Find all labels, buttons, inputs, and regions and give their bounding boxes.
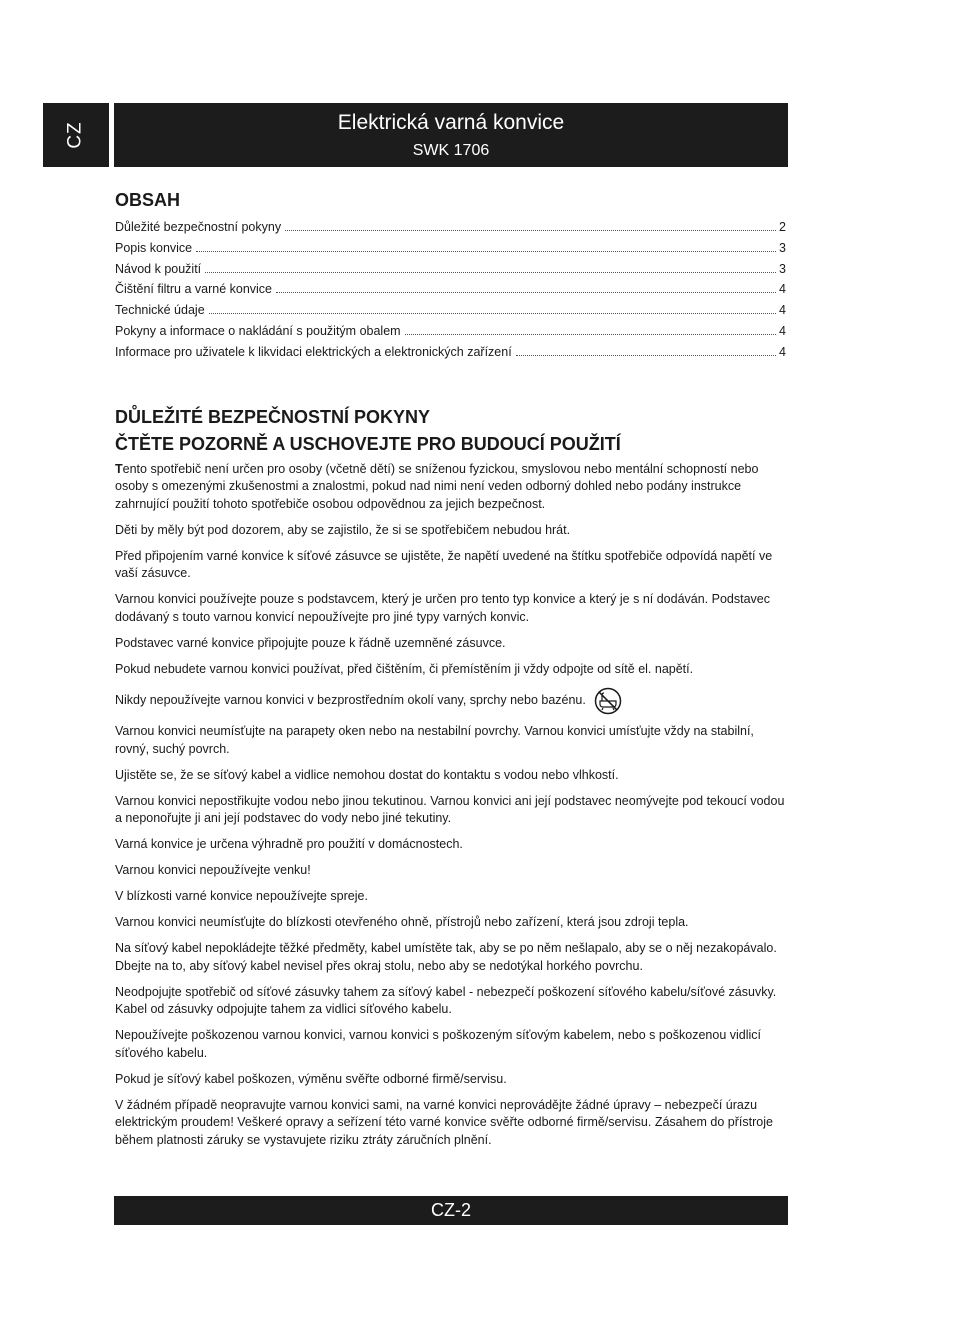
bath-warning-paragraph [115, 687, 786, 715]
header-bar [114, 103, 788, 167]
safety-paragraph: V žádném případě neopravujte varnou konvici sami, na varné konvici neprovádějte žádné úpravy – nebezpečí úrazu elektrickým proudem! Veškeré opravy a seřízení této varné konvice svěřte odborné firmě/servisu. Zásahem do přístroje během platnosti záruky se vystavujete riziku ztráty záručních plnění. [115, 1097, 773, 1147]
intro-initial: T [115, 461, 123, 476]
toc-heading: OBSAH [115, 190, 181, 210]
toc-item-page: 3 [779, 261, 786, 276]
toc-item-label: Technické údaje [115, 303, 205, 318]
safety-paragraph: Varnou konvici neumísťujte do blízkosti otevřeného ohně, přístrojů nebo zařízení, která jsou zdroji tepla. [115, 915, 689, 930]
toc-dot-leader [516, 354, 776, 356]
safety-paragraph: Varnou konvici neumísťujte na parapety oken nebo na nestabilní povrchy. Varnou konvici umísťujte vždy na stabilní, rovný, suchý povrch. [115, 724, 754, 756]
safety-paragraph: Podstavec varné konvice připojujte pouze k řádně uzemněné zásuvce. [115, 635, 506, 650]
bath-warning-text: Nikdy nepoužívejte varnou konvici v bezprostředním okolí vany, sprchy nebo bazénu. [115, 692, 586, 707]
toc-item-label: Čištění filtru a varné konvice [115, 282, 273, 297]
toc-item-label: Popis konvice [115, 240, 193, 255]
safety-paragraph: Varnou konvici používejte pouze s podstavcem, který je určen pro tento typ konvice a který je s ní dodáván. Podstavec dodávaný s touto varnou konvicí nepoužívejte pro jiné typy varných konvic. [115, 592, 770, 624]
safety-paragraph: Pokud je síťový kabel poškozen, výměnu svěřte odborné firmě/servisu. [115, 1071, 507, 1086]
no-bathtub-icon [594, 687, 622, 715]
toc-item-label: Návod k použití [115, 261, 202, 276]
language-code: CZ [64, 121, 86, 149]
toc-dot-leader [276, 291, 776, 293]
safety-paragraph: Varná konvice je určena výhradně pro použití v domácnostech. [115, 837, 463, 852]
footer-bar [114, 1196, 788, 1225]
safety-heading: DŮLEŽITÉ BEZPEČNOSTNÍ POKYNY [115, 406, 431, 427]
toc-item-label: Pokyny a informace o nakládání s použitým obalem [115, 323, 401, 338]
safety-paragraph: Pokud nebudete varnou konvici používat, před čištěním, či přemístěním ji vždy odpojte od sítě el. napětí. [115, 661, 694, 676]
toc-item [115, 238, 786, 259]
toc-item [115, 259, 786, 280]
toc-item-page: 4 [779, 282, 786, 297]
toc-dot-leader [209, 312, 776, 314]
toc-item-page: 4 [779, 303, 786, 318]
toc-item [115, 342, 786, 363]
safety-paragraph: Děti by měly být pod dozorem, aby se zajistilo, že si se spotřebičem nebudou hrát. [115, 522, 571, 537]
table-of-contents [115, 189, 786, 363]
safety-paragraph: Nepoužívejte poškozenou varnou konvici, varnou konvici s poškozeným síťovým kabelem, nebo s poškozenou vidlicí síťového kabelu. [115, 1028, 761, 1060]
toc-item [115, 321, 786, 342]
toc-dot-leader [285, 229, 776, 231]
toc-item-page: 3 [779, 240, 786, 255]
page-number: CZ-2 [431, 1200, 471, 1220]
safety-paragraph: Ujistěte se, že se síťový kabel a vidlice nemohou dostat do kontaktu s vodou nebo vlhkostí. [115, 767, 619, 782]
language-tab [43, 103, 109, 167]
model-number: SWK 1706 [412, 142, 490, 159]
toc-dot-leader [405, 333, 776, 335]
toc-item-page: 4 [779, 344, 786, 359]
safety-paragraph: Na síťový kabel nepokládejte těžké předměty, kabel umístěte tak, aby se po něm nešlapalo, aby se o něj nezakopávalo. Dbejte na to, aby síťový kabel nevisel přes okraj stolu, nebo aby se nedotýkal horkého povrchu. [115, 941, 777, 973]
safety-paragraph: Před připojením varné konvice k síťové zásuvce se ujistěte, že napětí uvedené na štítku spotřebiče odpovídá napětí ve vaší zásuvce. [115, 548, 773, 581]
safety-paragraph: Neodpojujte spotřebič od síťové zásuvky tahem za síťový kabel - nebezpečí poškození síťového kabelu/síťové zásuvky. Kabel od zásuvky odpojujte tahem za vidlici síťového kabelu. [115, 984, 777, 1017]
toc-item-label: Důležité bezpečnostní pokyny [115, 220, 282, 234]
intro-text: ento spotřebič není určen pro osoby (včetně dětí) se sníženou fyzickou, smyslovou nebo mentální schopností nebo osoby s omezenými zkušenostmi a znalostmi, pokud nad nimi není veden odborný dohled nebo podány instrukce zahrnující použití tohoto spotřebiče osobou odpovědnou za jejich bezpečnost. [115, 461, 759, 511]
safety-intro-paragraph [115, 461, 786, 514]
safety-paragraph: Varnou konvici nepoužívejte venku! [115, 863, 311, 878]
toc-item-page: 2 [779, 220, 786, 234]
read-carefully-heading: ČTĚTE POZORNĚ A USCHOVEJTE PRO BUDOUCÍ POUŽITÍ [115, 433, 621, 454]
page-content [115, 189, 786, 1149]
toc-item-page: 4 [779, 323, 786, 338]
toc-item [115, 300, 786, 321]
toc-item [115, 217, 786, 238]
toc-item-label: Informace pro uživatele k likvidaci elektrických a elektronických zařízení [115, 344, 512, 359]
safety-section [115, 404, 786, 1150]
safety-paragraph: Varnou konvici nepostřikujte vodou nebo jinou tekutinou. Varnou konvici ani její podstavec neomývejte pod tekoucí vodou a neponořujte ji ani její podstavec do vody nebo jiné tekutiny. [115, 793, 785, 826]
document-title: Elektrická varná konvice [337, 111, 565, 134]
safety-paragraph: V blízkosti varné konvice nepoužívejte spreje. [115, 889, 368, 904]
toc-dot-leader [196, 250, 776, 252]
toc-item [115, 279, 786, 300]
toc-dot-leader [205, 271, 776, 273]
